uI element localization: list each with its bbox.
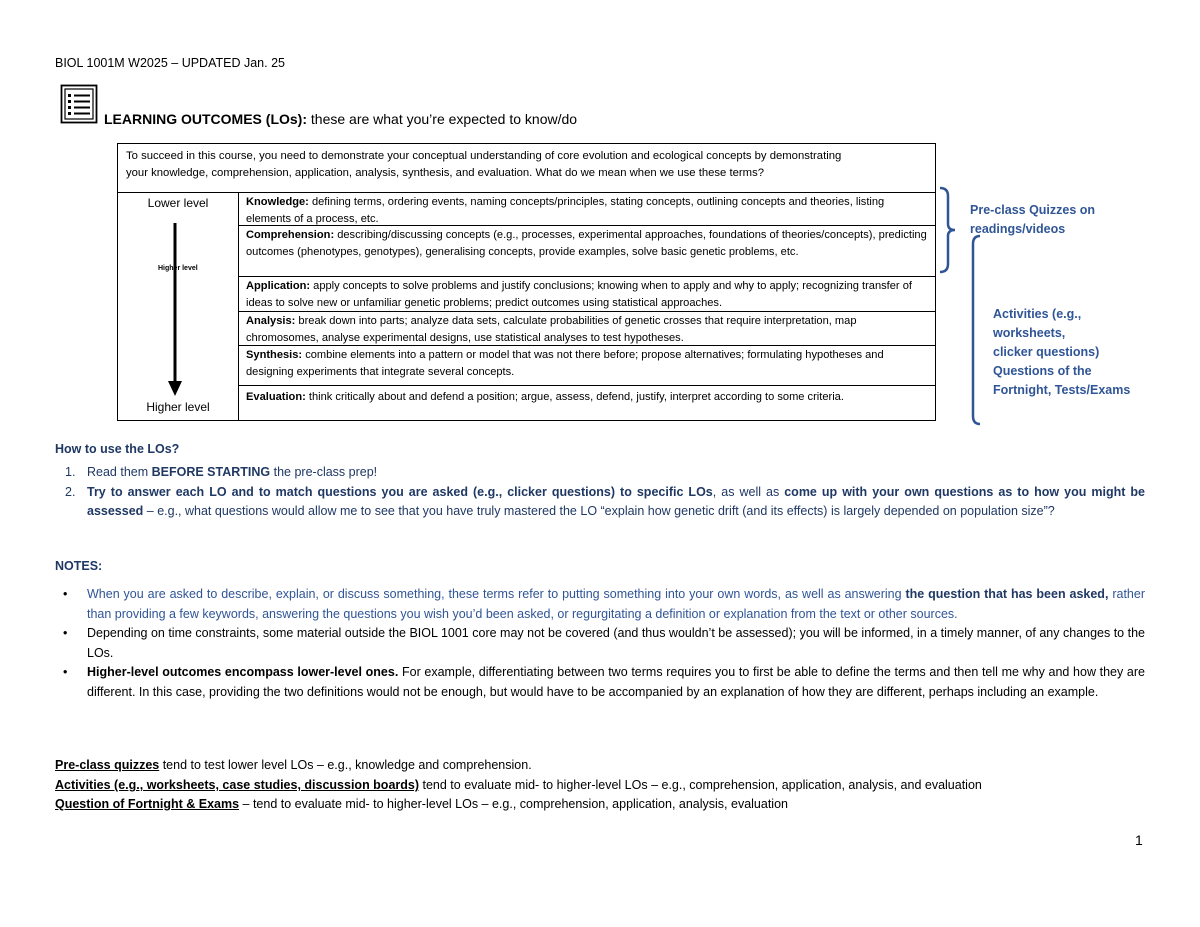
- activities-line-5: Fortnight, Tests/Exams: [993, 383, 1131, 397]
- learning-outcomes-heading: [104, 111, 577, 127]
- usage-emphasis: BEFORE STARTING: [151, 465, 271, 479]
- lo-desc: describing/discussing concepts (e.g., processes, experimental approaches, foundations of theories/concepts), predicting outcomes (phenotypes, genotypes), generalising concepts, provide examples, solve basic genetic problems, etc.: [246, 229, 927, 258]
- note-text: Depending on time constraints, some material outside the BIOL 1001 core may not be covered (and thus wouldn’t be assessed); you will be informed, in a timely manner, of any changes to the LOs.: [87, 626, 1145, 660]
- level-column: [118, 193, 239, 420]
- usage-item: [55, 483, 1145, 522]
- lo-term: Application:: [246, 280, 311, 292]
- list-number: 1.: [65, 465, 76, 479]
- heading-rest: these are what you’re expected to know/do: [307, 111, 578, 127]
- activities-line-4: Questions of the: [993, 364, 1092, 378]
- usage-emphasis: Try to answer each LO and to match questions you are asked (e.g., clicker questions) to specific LOs: [87, 484, 713, 499]
- usage-item: [55, 463, 1145, 483]
- lo-term: Synthesis:: [246, 349, 303, 361]
- down-arrow-icon: [165, 223, 185, 398]
- lo-term: Evaluation:: [246, 391, 306, 403]
- lo-term: Analysis:: [246, 315, 296, 327]
- note-text: For example, differentiating between two terms requires you to first be able to define the terms and then tell me why and how they are different. In this case, providing the two definitions would not be enough, but would have to be accompanied by an explanation of how they are different, perhaps including an example.: [87, 665, 1145, 699]
- lo-row-comprehension: [239, 226, 935, 277]
- note-item: [55, 663, 1145, 702]
- notes-heading: NOTES:: [55, 559, 103, 573]
- bullet: •: [63, 626, 68, 640]
- intro-line-1: To succeed in this course, you need to demonstrate your conceptual understanding of core evolution and ecological concepts by demonstrating: [126, 150, 842, 162]
- usage-list: [55, 463, 1145, 522]
- heading-bold: LEARNING OUTCOMES (LOs):: [104, 111, 307, 127]
- lo-row-analysis: [239, 312, 935, 346]
- assessment-label: Activities (e.g., worksheets, case studies, discussion boards): [55, 778, 420, 792]
- list-number: 2.: [65, 484, 76, 499]
- higher-level-label: Higher level: [146, 400, 210, 414]
- preclass-quizzes-note: [970, 201, 1095, 239]
- lo-desc: defining terms, ordering events, naming concepts/principles, stating concepts, outlining concepts and theories, listing elements of a process, etc.: [246, 196, 885, 225]
- lo-row-evaluation: [239, 386, 935, 420]
- table-intro: [118, 144, 935, 193]
- checklist-icon: [60, 84, 98, 124]
- lo-row-application: [239, 277, 935, 312]
- assessment-line-activities: [55, 778, 982, 792]
- preclass-line-2: readings/videos: [970, 222, 1066, 236]
- usage-heading: How to use the LOs?: [55, 442, 180, 456]
- note-emphasis: the question that has been asked,: [905, 587, 1109, 601]
- preclass-line-1: Pre-class Quizzes on: [970, 203, 1096, 217]
- note-emphasis: Higher-level outcomes encompass lower-level ones.: [87, 665, 399, 679]
- assessment-line-preclass: [55, 758, 532, 772]
- lo-desc: think critically about and defend a position; argue, assess, defend, justify, interpret according to some criteria.: [305, 391, 844, 403]
- note-text: When you are asked to describe, explain, or discuss something, these terms refer to putting something into your own words, as well as answering: [87, 587, 906, 601]
- assessment-line-exams: [55, 797, 788, 811]
- usage-text: – e.g., what questions would allow me to see that you have truly mastered the LO “explain how genetic drift (and its effects) is largely depended on population size”?: [143, 504, 1055, 518]
- preclass-bracket-icon: [938, 186, 958, 274]
- notes-list: [55, 585, 1145, 702]
- activities-line-3: clicker questions): [993, 345, 1100, 359]
- usage-text: Read them: [87, 465, 152, 479]
- bullet: •: [63, 587, 68, 601]
- usage-emphasis: come up with your own questions as to how you might be assessed: [87, 484, 1145, 518]
- learning-outcomes-table: [117, 143, 936, 421]
- lo-desc: break down into parts; analyze data sets, calculate probabilities of genetic crosses that require interpretation, map chromosomes, analyse experimental designs, use statistical analyses to test hypotheses.: [246, 315, 857, 344]
- higher-level-small-label: Higher level: [158, 265, 198, 272]
- activities-note: [993, 305, 1130, 400]
- usage-text: the pre-class prep!: [270, 465, 378, 479]
- note-text: rather than providing a few keywords, answering the questions you wish you’d been asked, or regurgitating a definition or explanation from the text or other sources.: [87, 587, 1145, 621]
- lower-level-label: Lower level: [147, 196, 209, 210]
- activities-bracket-icon: [966, 234, 984, 426]
- lo-row-knowledge: [239, 193, 935, 226]
- note-item: [55, 624, 1145, 663]
- assessment-label: Pre-class quizzes: [55, 758, 160, 772]
- activities-line-2: worksheets,: [993, 326, 1066, 340]
- assessment-text: – tend to evaluate mid- to higher-level LOs – e.g., comprehension, application, analysis, evaluation: [239, 797, 788, 811]
- bullet: •: [63, 665, 68, 679]
- assessment-text: tend to evaluate mid- to higher-level LOs – e.g., comprehension, application, analysis, and evaluation: [419, 778, 982, 792]
- lo-row-synthesis: [239, 346, 935, 386]
- usage-text: , as well as: [712, 484, 785, 499]
- page-number: 1: [1135, 832, 1143, 848]
- course-header: BIOL 1001M W2025 – UPDATED Jan. 25: [55, 56, 285, 70]
- lo-desc: apply concepts to solve problems and justify conclusions; knowing when to apply and why to apply; recognizing transfer of ideas to solve new or unfamiliar genetic problems; predict outcomes using statistical approaches.: [246, 280, 912, 309]
- assessment-text: tend to test lower level LOs – e.g., knowledge and comprehension.: [159, 758, 532, 772]
- lo-term: Comprehension:: [246, 229, 335, 241]
- lo-term: Knowledge:: [246, 196, 309, 208]
- lo-desc: combine elements into a pattern or model that was not there before; propose alternatives; formulating hypotheses and designing experiments that integrate several concepts.: [246, 349, 884, 378]
- intro-line-2: your knowledge, comprehension, application, analysis, synthesis, and evaluation. What do we mean when we use these terms?: [126, 166, 765, 179]
- assessment-label: Question of Fortnight & Exams: [55, 797, 240, 811]
- activities-line-1: Activities (e.g.,: [993, 307, 1082, 321]
- note-item: [55, 585, 1145, 624]
